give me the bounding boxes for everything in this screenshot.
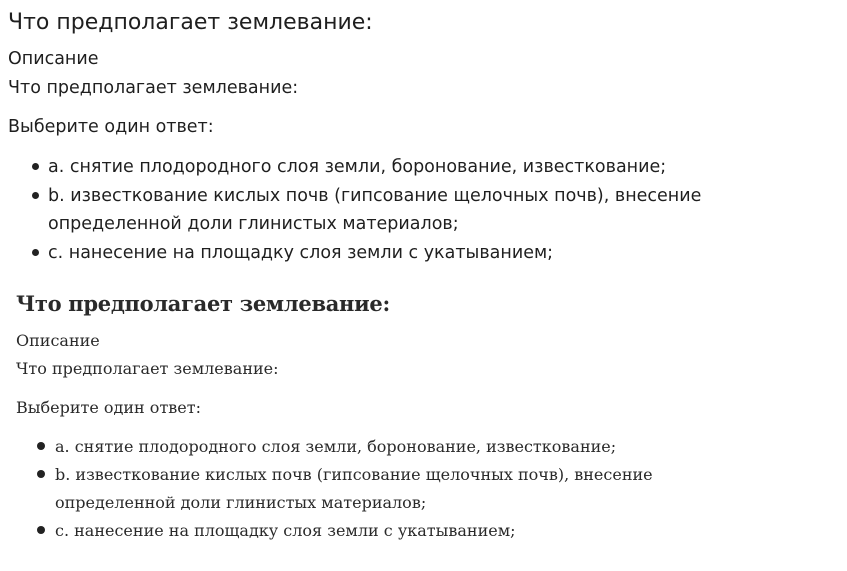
answer-option-b[interactable] bbox=[55, 461, 755, 517]
answer-option-label: a. снятие плодородного слоя земли, боронование, известкование; bbox=[55, 437, 617, 456]
answer-option-label: c. нанесение на площадку слоя земли с укатыванием; bbox=[48, 242, 554, 263]
bullet-icon bbox=[37, 470, 45, 478]
answer-option-label: b. известкование кислых почв (гипсование щелочных почв), внесение определенной доли глинистых материалов; bbox=[55, 465, 653, 512]
question-title: Что предполагает землевание: bbox=[16, 291, 390, 316]
bullet-icon bbox=[32, 249, 39, 256]
bullet-icon bbox=[32, 163, 39, 170]
answer-prompt: Выберите один ответ: bbox=[8, 117, 214, 137]
answer-option-label: b. известкование кислых почв (гипсование щелочных почв), внесение определенной доли глинистых материалов; bbox=[48, 185, 702, 234]
answer-option-a[interactable] bbox=[48, 153, 808, 182]
answer-option-label: a. снятие плодородного слоя земли, боронование, известкование; bbox=[48, 157, 667, 177]
bullet-icon bbox=[37, 442, 45, 450]
description-label: Описание bbox=[8, 49, 99, 69]
answer-option-label: c. нанесение на площадку слоя земли с укатыванием; bbox=[55, 521, 516, 540]
answer-option-c[interactable] bbox=[48, 239, 808, 268]
answer-option-b[interactable] bbox=[48, 182, 808, 239]
answer-prompt: Выберите один ответ: bbox=[16, 398, 202, 417]
description-label: Описание bbox=[16, 331, 100, 350]
description-text: Что предполагает землевание: bbox=[16, 359, 279, 378]
bullet-icon bbox=[37, 526, 45, 534]
answer-option-a[interactable] bbox=[55, 433, 755, 461]
bullet-icon bbox=[32, 192, 39, 199]
answer-list bbox=[48, 153, 808, 267]
answer-list bbox=[55, 433, 755, 545]
question-title: Что предполагает землевание: bbox=[8, 10, 373, 35]
description-text: Что предполагает землевание: bbox=[8, 78, 299, 98]
answer-option-c[interactable] bbox=[55, 517, 755, 545]
